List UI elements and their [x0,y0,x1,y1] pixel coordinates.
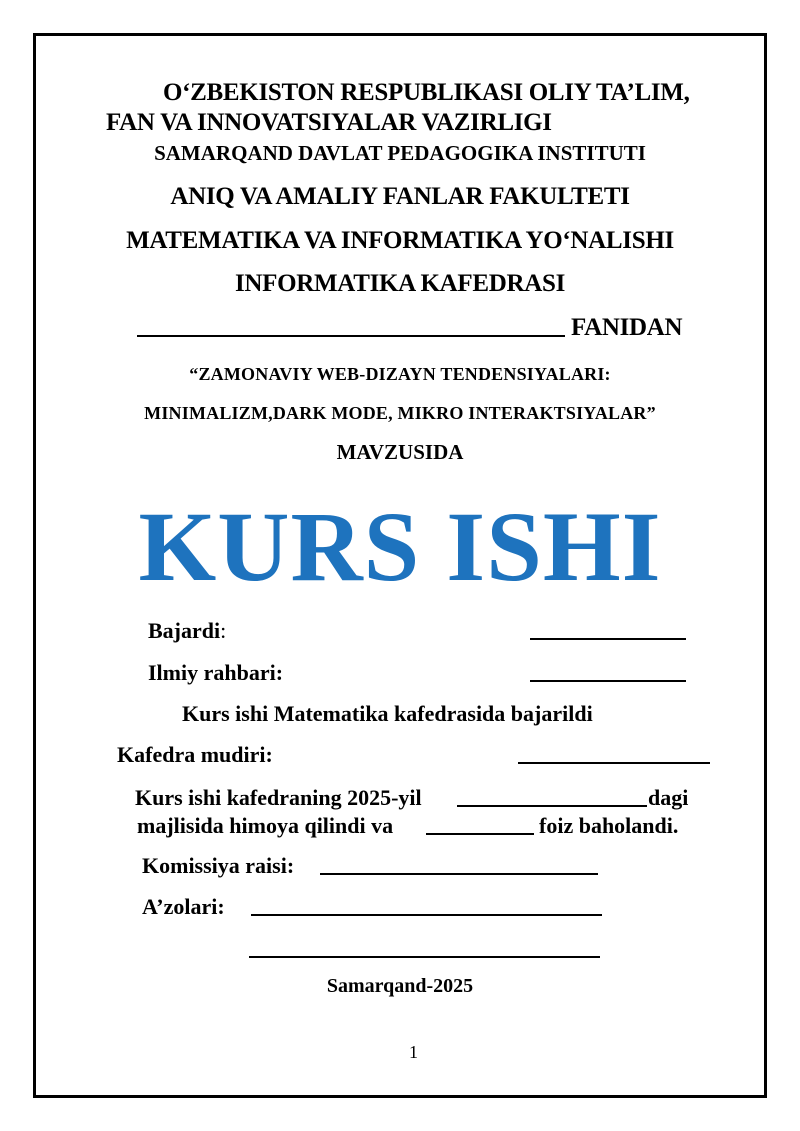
komissiya-raisi-label: Komissiya raisi: [142,853,295,878]
kafedra-mudiri-label: Kafedra mudiri: [117,742,273,767]
bajardi-label [148,618,226,644]
page-number: 1 [409,1042,418,1062]
defense-line-1-text: Kurs ishi kafedraning 2025-yil [135,785,422,810]
grade-blank [426,833,534,835]
ilmiy-rahbari-blank [530,680,686,682]
city-year: Samarqand-2025 [326,975,474,997]
komissiya-raisi-blank [320,873,598,875]
defense-line-2-text: majlisida himoya qilindi va [137,813,394,838]
topic-line-2: MINIMALIZM,DARK MODE, MIKRO INTERAKTSIYALAR” [144,403,656,423]
topic-suffix: MAVZUSIDA [336,440,464,464]
completed-note: Kurs ishi Matematika kafedrasida bajarildi [182,701,593,726]
topic-line-1: “ZAMONAVIY WEB-DIZAYN TENDENSIYALARI: [189,364,611,384]
defense-line-1-suffix: dagi [648,785,689,810]
faculty-name: ANIQ VA AMALIY FANLAR FAKULTETI [170,183,630,210]
document-title: KURS ISHI [138,491,662,602]
azolari-blank-1 [251,914,602,916]
bajardi-label-text: Bajardi [148,618,221,643]
ilmiy-rahbari-label: Ilmiy rahbari: [148,660,284,685]
direction-name: MATEMATIKA VA INFORMATIKA YO‘NALISHI [126,227,674,254]
institute-name: SAMARQAND DAVLAT PEDAGOGIKA INSTITUTI [154,141,646,165]
defense-line-2-suffix: foiz baholandi. [539,813,679,838]
subject-suffix: FANIDAN [571,314,683,341]
ministry-line-2: FAN VA INNOVATSIYALAR VAZIRLIGI [106,109,552,136]
bajardi-colon: : [220,618,227,643]
subject-blank [137,335,565,337]
kafedra-mudiri-blank [518,762,710,764]
ministry-line-1: O‘ZBEKISTON RESPUBLIKASI OLIY TA’LIM, [163,79,690,106]
defense-date-blank [457,805,647,807]
department-name: INFORMATIKA KAFEDRASI [234,270,566,297]
bajardi-blank [530,638,686,640]
azolari-blank-2 [249,956,600,958]
azolari-label: A’zolari: [142,894,225,919]
